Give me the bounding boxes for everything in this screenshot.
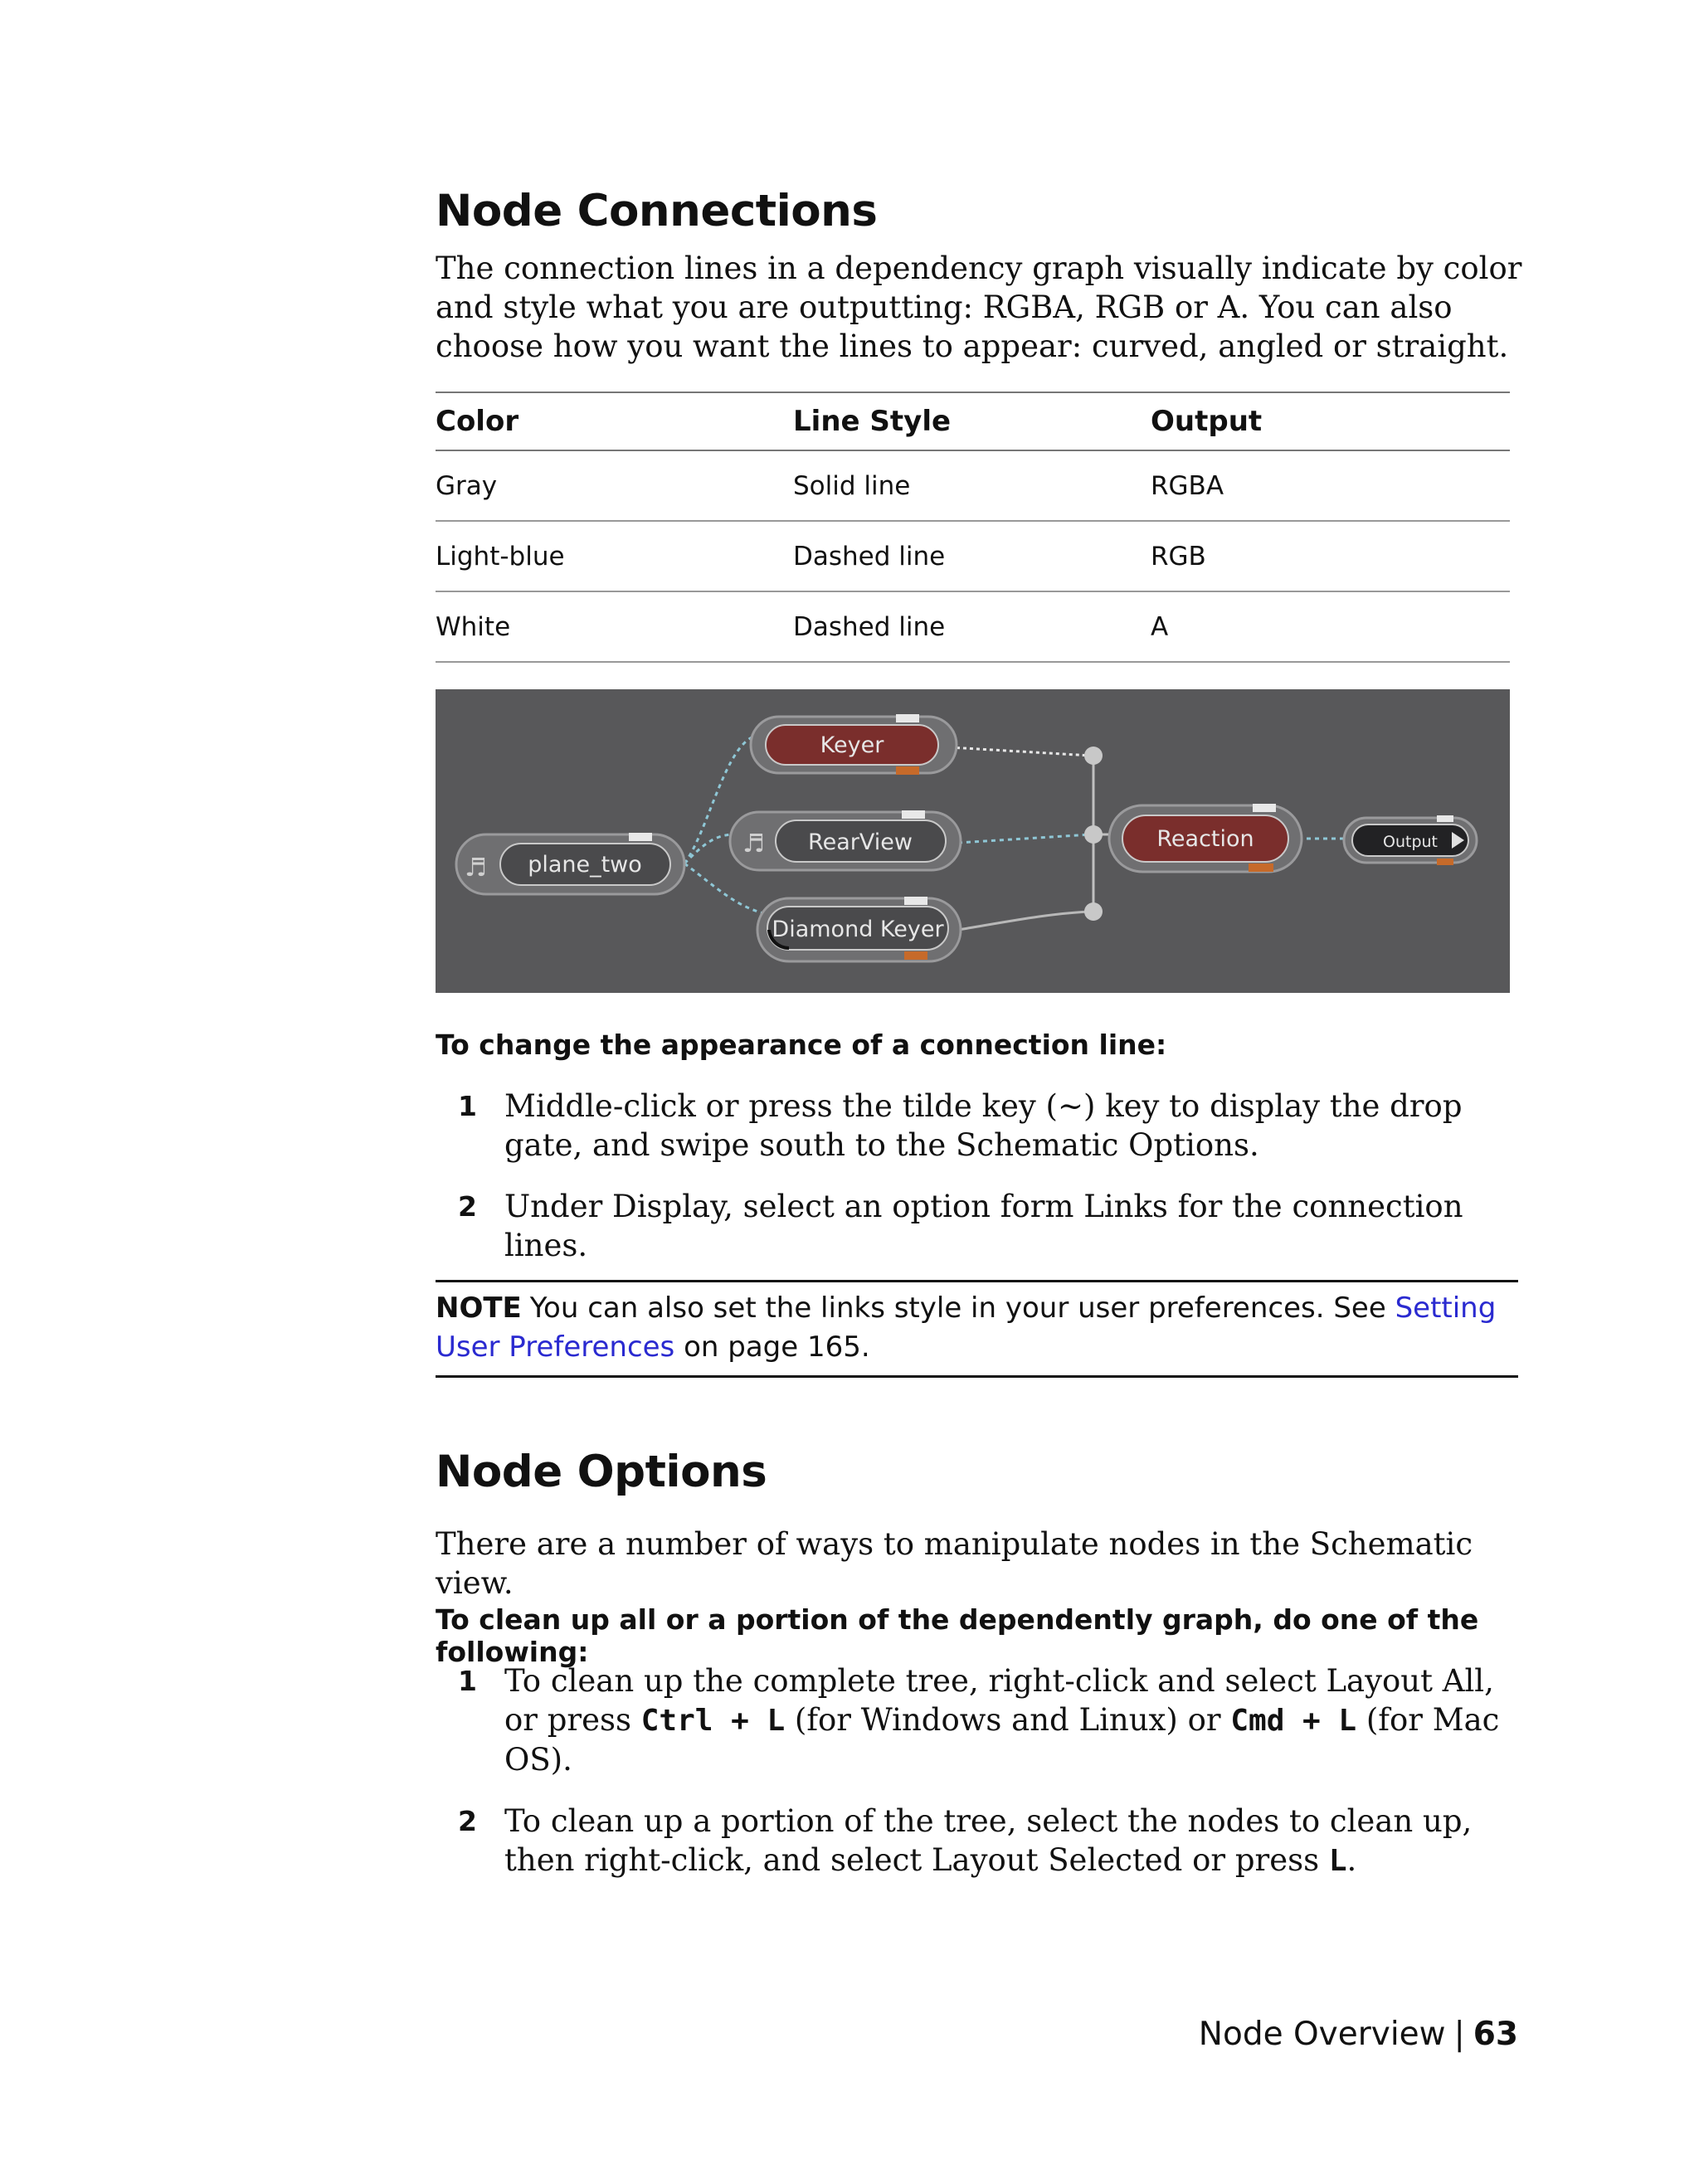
note-text: You can also set the links style in your user preferences. See [529, 1291, 1395, 1325]
step-number: 1 [458, 1665, 477, 1697]
node-label-diamond-keyer: Diamond Keyer [772, 917, 944, 942]
note-box [436, 1280, 1518, 1378]
connection-line-steps [436, 1087, 1522, 1287]
node-plane-two[interactable] [456, 833, 684, 894]
node-label-keyer: Keyer [820, 732, 884, 758]
node-options-intro: There are a number of ways to manipulate nodes in the Schematic view. [436, 1526, 1473, 1601]
note-text-after: on page 165. [674, 1330, 870, 1364]
cell-line-style: Dashed line [793, 521, 1151, 591]
step-number: 2 [458, 1805, 477, 1837]
node-reaction[interactable] [1109, 804, 1302, 872]
header-output: Output [1151, 392, 1510, 450]
node-label-rearview: RearView [808, 829, 913, 855]
merge-dot [1084, 747, 1103, 765]
node-label-output: Output [1383, 833, 1438, 851]
cell-line-style: Solid line [793, 450, 1151, 521]
schematic-graph-figure [436, 689, 1510, 993]
cell-output: A [1151, 591, 1510, 662]
footer-chapter: Node Overview [1198, 2016, 1446, 2053]
node-rearview[interactable] [730, 810, 961, 870]
cell-color: Gray [436, 450, 793, 521]
page-number: 63 [1473, 2016, 1518, 2053]
cell-line-style: Dashed line [793, 591, 1151, 662]
list-item [436, 1187, 1522, 1265]
step-text: (for Windows and Linux) or [785, 1702, 1231, 1738]
step-text: To clean up a portion of the tree, select the nodes to clean up, then right-click, and select Layout Selected or press [504, 1803, 1473, 1878]
node-keyer[interactable] [751, 714, 957, 775]
clean-up-steps [436, 1661, 1522, 1903]
table-row [436, 591, 1510, 662]
cell-output: RGB [1151, 521, 1510, 591]
shortcut-l: L [1328, 1844, 1347, 1878]
node-label-plane-two: plane_two [528, 852, 642, 878]
table-row [436, 521, 1510, 591]
procedure-heading-clean-up: To clean up all or a portion of the dependently graph, do one of the following: [436, 1603, 1479, 1668]
connection-style-table [436, 392, 1510, 663]
list-item [436, 1802, 1522, 1880]
header-color: Color [436, 392, 793, 450]
section-title-node-options: Node Options [436, 1447, 767, 1497]
step-text: Under Display, select an option form Links for the connection lines. [504, 1189, 1463, 1263]
procedure-heading-connection-line: To change the appearance of a connection line: [436, 1029, 1167, 1061]
cell-color: White [436, 591, 793, 662]
node-type-icon: ♬ [465, 854, 487, 883]
shortcut-ctrl-l: Ctrl + L [640, 1704, 786, 1738]
table-header-row [436, 392, 1510, 450]
table-row [436, 450, 1510, 521]
step-number: 1 [458, 1090, 477, 1122]
section-title-node-connections: Node Connections [436, 186, 878, 236]
step-text: (for Mac OS). [504, 1702, 1500, 1778]
shortcut-cmd-l: Cmd + L [1230, 1704, 1357, 1738]
footer-separator: | [1453, 2016, 1465, 2053]
note-label: NOTE [436, 1291, 522, 1325]
cell-color: Light-blue [436, 521, 793, 591]
cell-output: RGBA [1151, 450, 1510, 521]
step-number: 2 [458, 1190, 477, 1223]
node-diamond-keyer[interactable] [757, 897, 961, 961]
step-text: Middle-click or press the tilde key (~) key to display the drop gate, and swipe south to the Schematic Options. [504, 1088, 1463, 1163]
step-text: . [1346, 1842, 1357, 1878]
node-label-reaction: Reaction [1156, 826, 1254, 852]
merge-dot [1084, 825, 1103, 844]
node-output[interactable] [1344, 815, 1477, 865]
list-item [436, 1087, 1522, 1165]
step-text: To clean up the complete tree, right-click and select Layout All, or press [504, 1663, 1494, 1738]
node-connections-intro: The connection lines in a dependency graph visually indicate by color and style what you are outputting: RGBA, RGB or A. You can also choose how you want the lines to appear: curved, angled or straight. [436, 251, 1522, 364]
list-item [436, 1661, 1522, 1779]
merge-dot [1084, 902, 1103, 921]
setting-user-preferences-link[interactable]: Setting User Preferences [436, 1291, 1497, 1364]
page-footer [1199, 2016, 1518, 2053]
header-line-style: Line Style [793, 392, 1151, 450]
node-type-icon: ♬ [742, 829, 765, 859]
